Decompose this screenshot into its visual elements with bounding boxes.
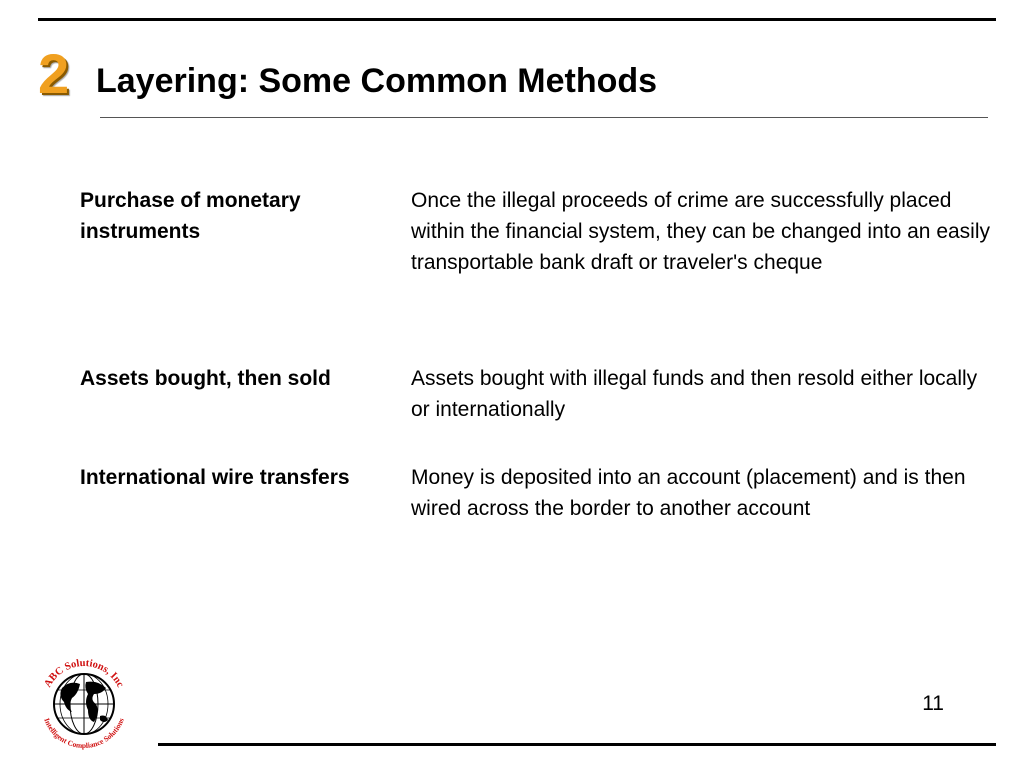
method-description: Money is deposited into an account (placement) and is then wired across the border to another account <box>411 466 966 520</box>
globe-logo-icon <box>34 654 134 754</box>
section-number: 2 <box>38 42 70 105</box>
page-title: Layering: Some Common Methods <box>96 62 658 100</box>
page-number: 11 <box>922 692 944 715</box>
title-divider <box>100 117 988 118</box>
method-description: Assets bought with illegal funds and then resold either locally or internationally <box>411 367 978 421</box>
method-term: Purchase of monetary instruments <box>80 189 301 243</box>
method-description: Once the illegal proceeds of crime are successfully placed within the financial system, they can be changed into an easily transportable bank draft or traveler's cheque <box>411 189 991 274</box>
method-term: International wire transfers <box>80 466 350 489</box>
svg-text:Intelligent Compliance Solutio: Intelligent Compliance Solutions <box>42 716 126 751</box>
top-divider <box>38 18 996 21</box>
bottom-divider <box>158 743 996 746</box>
svg-text:ABC Solutions, Inc: ABC Solutions, Inc <box>42 657 126 690</box>
company-logo <box>34 654 134 754</box>
method-term: Assets bought, then sold <box>80 367 331 390</box>
